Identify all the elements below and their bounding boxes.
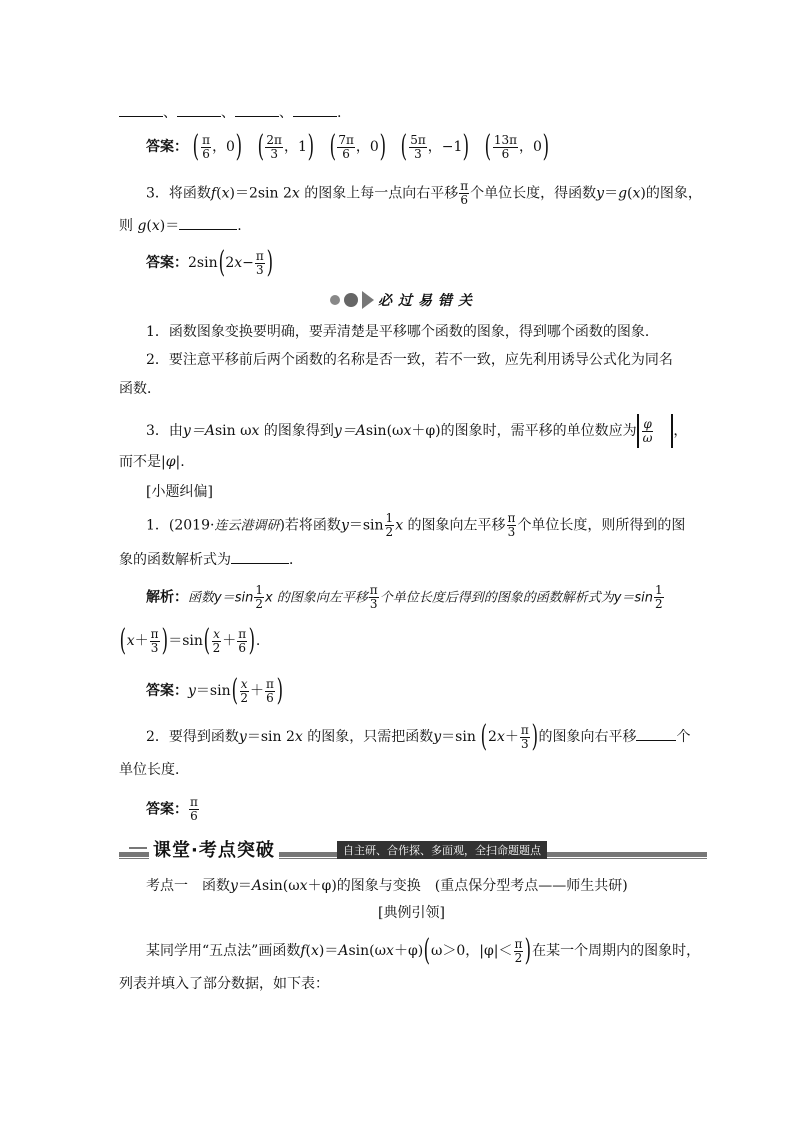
- problem-2-line2: 单位长度．: [119, 762, 189, 778]
- answer-points: 答案： ( $\frac{\pi}{6}$ ，0) ( $\frac{2\pi}{3}$ ，1) ( $\frac{7\pi}{6}$ ，0) ( $\frac{5\pi}{3}$ ，−1) ( $\frac{13\pi}{6}$ ，0): [146, 132, 564, 162]
- coordinate-point: ( $\frac{5\pi}{3}$ ，−1): [401, 129, 470, 164]
- small-heading: [小题纠偏]: [146, 484, 213, 500]
- problem-1: 1．(2019·连云港调研)若将函数y＝sin $\frac{1}{2}$ x 的图象向左平移 $\frac{\pi}{3}$ 个单位长度，则所得到的图: [146, 511, 686, 539]
- example-heading: [典例引领]: [378, 905, 445, 921]
- answer-blank: [231, 563, 289, 564]
- tip-2-line2: 函数．: [119, 381, 161, 397]
- banner-title: 课堂·考点突破: [149, 836, 279, 862]
- topic-heading: 考点一 函数y＝Asin(ωx＋φ)的图象与变换 (重点保分型考点——师生共研): [146, 878, 628, 894]
- arrow-icon: [362, 291, 374, 309]
- coordinate-point: ( $\frac{2\pi}{3}$ ，1): [257, 129, 314, 164]
- answer-blank: [179, 229, 237, 230]
- answer-blank: [293, 116, 337, 117]
- answer-3: 答案：2sin(2x− $\frac{\pi}{3}$ ): [146, 245, 273, 280]
- section-header: [330, 290, 478, 310]
- tip-2: 2．要注意平移前后两个函数的名称是否一致，若不一致，应先利用诱导公式化为同名: [146, 352, 673, 368]
- section-banner: [119, 838, 707, 862]
- question-3: 3．将函数f(x)＝2sin 2x 的图象上每一点向右平移 $\frac{\pi}{6}$ 个单位长度，得函数y＝g(x)的图象，: [146, 179, 702, 207]
- problem-2: 2．要得到函数y＝sin 2x 的图象，只需把函数y＝sin (2x＋ $\frac{\pi}{3}$ )的图象向右平移 个: [146, 719, 691, 754]
- problem-1-line2: 象的函数解析式为 ．: [119, 552, 303, 568]
- answer-blank: [636, 740, 676, 741]
- answer-blank: [235, 116, 279, 117]
- dot-icon: [344, 293, 358, 307]
- coordinate-point: ( $\frac{7\pi}{6}$ ，0): [329, 129, 386, 164]
- banner-subtitle: 自主研、合作探、多面观，全扫命题题点: [337, 841, 547, 859]
- tip-3: 3．由y＝Asin ωx 的图象得到y＝Asin(ωx＋φ)的图象时，需平移的单位数应为 $\frac{\varphi}{\omega}$ ，: [146, 414, 687, 448]
- tip-1: 1．函数图象变换要明确，要弄清楚是平移哪个函数的图象，得到哪个函数的图象．: [146, 324, 659, 340]
- answer-problem-2: 答案： $\frac{\pi}{6}$: [146, 795, 198, 823]
- answer-problem-1: 答案：y＝sin( $\frac{x}{2}$ ＋ $\frac{\pi}{6}$ ): [146, 673, 283, 708]
- section-title: 必过易错关: [378, 293, 478, 309]
- answer-blank: [119, 116, 163, 117]
- example-problem: 某同学用“五点法”画函数f(x)＝Asin(ωx＋φ)(ω＞0，|φ|＜ $\frac{\pi}{2}$ )在某一个周期内的图象时，: [146, 933, 701, 968]
- blanks-line: 、 、 、 .: [119, 103, 341, 123]
- coordinate-point: ( $\frac{13\pi}{6}$ ，0): [484, 129, 549, 164]
- fraction: $\frac{\pi}{6}$: [460, 179, 469, 207]
- answer-blank: [177, 116, 221, 117]
- problem-1-solution: 解析：函数y＝sin $\frac{1}{2}$ x 的图象向左平移 $\frac{\pi}{3}$ 个单位长度后得到的图象的函数解析式为y＝sin $\frac{1}{2}$: [146, 583, 663, 611]
- coordinate-point: ( $\frac{\pi}{6}$ ，0): [193, 129, 243, 164]
- problem-1-solution-line2: (x＋ $\frac{\pi}{3}$ )＝sin( $\frac{x}{2}$ ＋ $\frac{\pi}{6}$ ).: [119, 623, 261, 658]
- question-3-line2: 则 g(x)＝ .: [119, 218, 242, 234]
- example-problem-line2: 列表并填入了部分数据，如下表：: [119, 976, 329, 992]
- tip-3-line2: 而不是|φ|.: [119, 454, 185, 470]
- dot-icon: [330, 295, 340, 305]
